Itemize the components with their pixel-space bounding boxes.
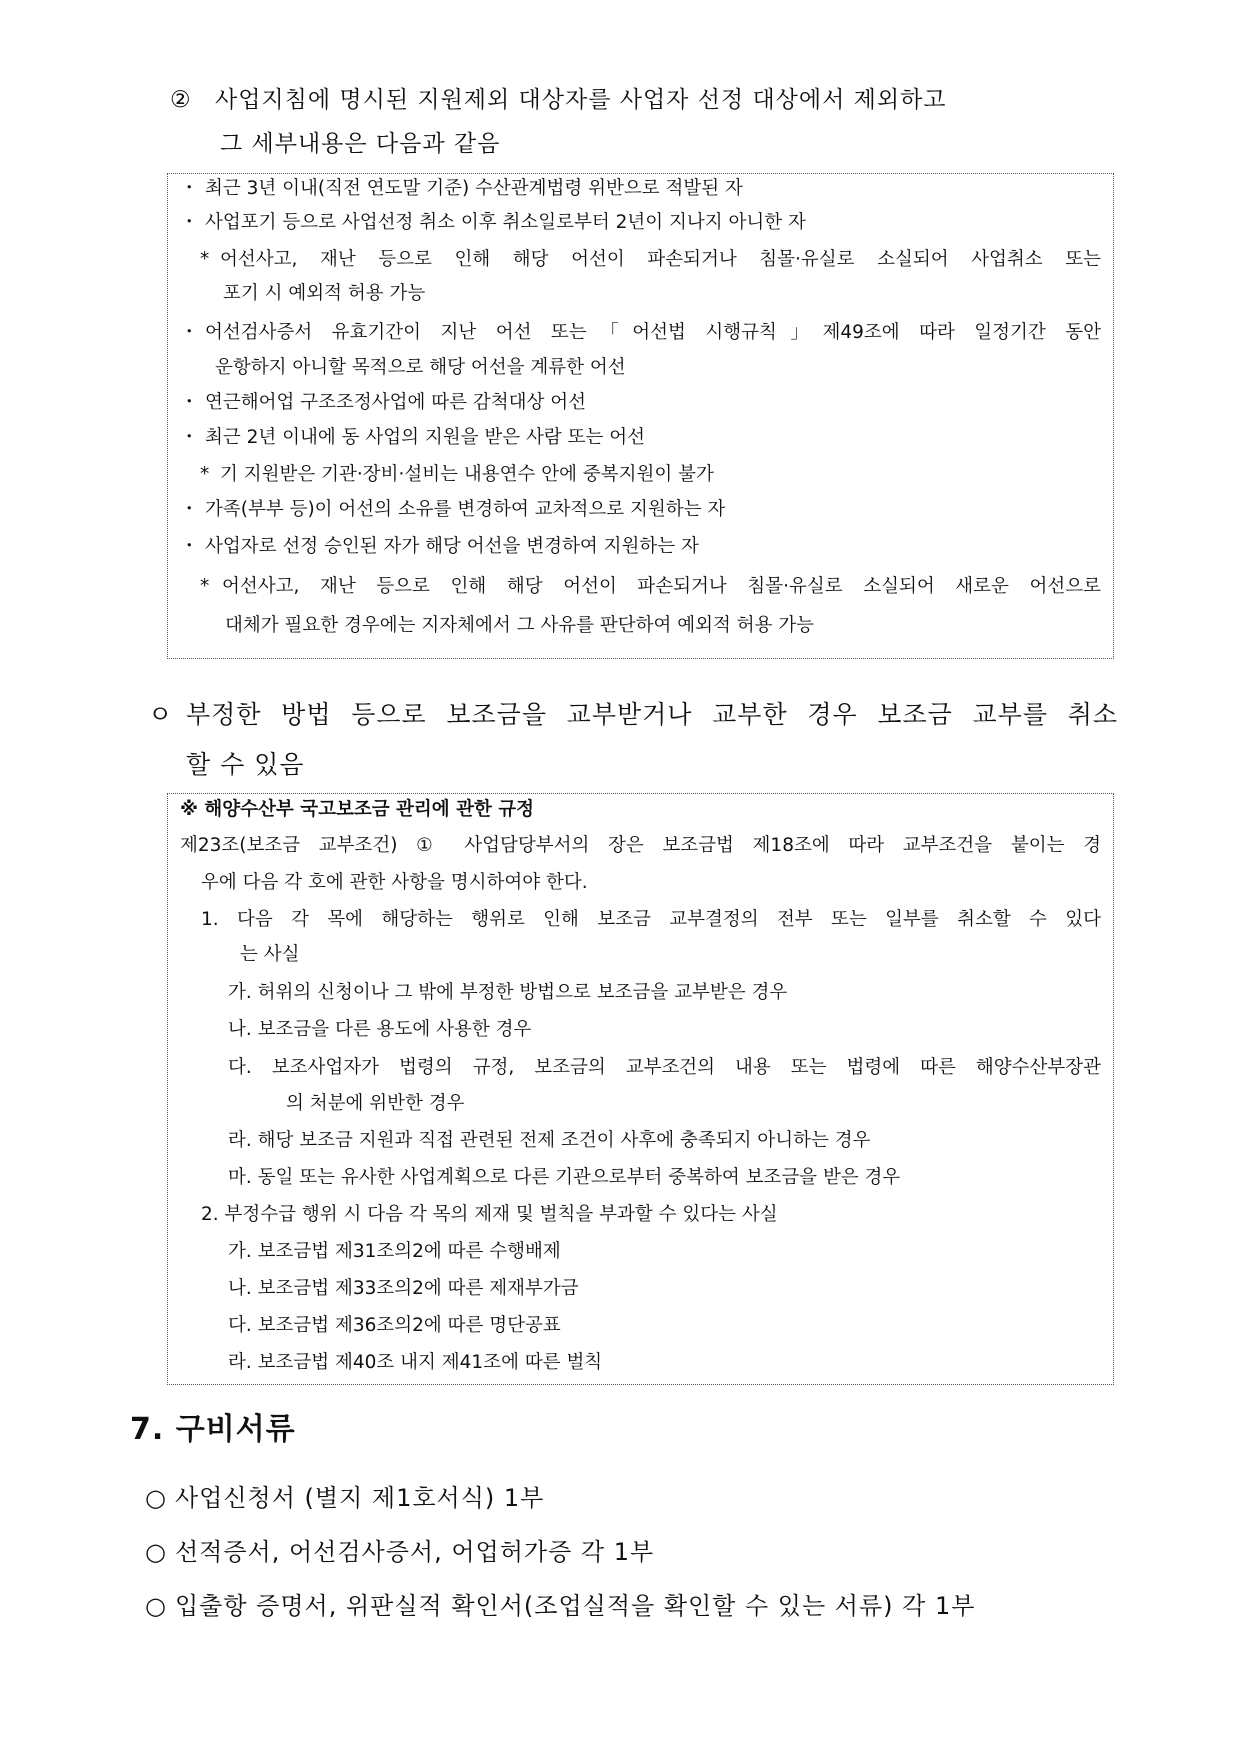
regulation-line: 라. 해당 보조금 지원과 직접 관련된 전제 조건이 사후에 충족되지 아니하는 경우 [228, 1130, 871, 1151]
regulation-line: 나. 보조금을 다른 용도에 사용한 경우 [228, 1019, 532, 1040]
circle-bullet-icon: ㅇ [148, 700, 174, 729]
regulation-line: 마. 동일 또는 유사한 사업계획으로 다른 기관으로부터 중복하여 보조금을 받은 경우 [228, 1167, 901, 1188]
regulation-line: 가. 보조금법 제31조의2에 따른 수행배제 [228, 1241, 561, 1262]
required-document: 입출항 증명서, 위판실적 확인서(조업실적을 확인할 수 있는 서류) 각 1부 [175, 1592, 976, 1620]
regulation-title: ※ 해양수산부 국고보조금 관리에 관한 규정 [180, 799, 534, 820]
list-item [145, 1478, 544, 1518]
exclusion-criteria-box: ・ 최근 3년 이내(직전 연도말 기준) 수산관계법령 위반으로 적발된 자 ・ 사업포기 등으로 사업선정 취소 이후 취소일로부터 2년이 지나지 아니한 자 * 어선사고, 재난 등으로 인해 해당 어선이 파손되거나 침몰·유실로 소실되어 사업취소 또는 포기 시 예외적 허용 가능 ・ 어선검사증서 유효기간이 지난 어선 또는「어선법 시행규칙」제49조에 따라 일정기간 동안 운항하지 아니할 목적으로 해당 어선을 계류한 어선 ・ 연근해어업 구조조정사업에 따른 감척대상 어선 ・ 최근 2년 이내에 동 사업의 지원을 받은 사람 또는 어선 * 기 지원받은 기관·장비·설비는 내용연수 안에 중복지원이 불가 ・ 가족(부부 등)이 어선의 소유를 변경하여 교차적으로 지원하는 자 ・ 사업자로 선정 승인된 자가 해당 어선을 변경하여 지원하는 자 * 어선사고, 재난 등으로 인해 해당 어선이 파손되거나 침몰·유실로 소실되어 새로운 어선으로 대체가 필요한 경우에는 지자체에서 그 사유를 판단하여 예외적 허용 가능 [167, 173, 1114, 659]
paragraph-line-1: 부정한 방법 등으로 보조금을 교부받거나 교부한 경우 보조금 교부를 취소 [186, 700, 1118, 729]
section-heading: 7. 구비서류 [130, 1412, 296, 1447]
circled-number-2: ② [170, 87, 192, 113]
circle-bullet-icon: ○ [145, 1592, 167, 1620]
regulation-line: 제23조(보조금 교부조건) ① 사업담당부서의 장은 보조금법 제18조에 따라 교부조건을 붙이는 경 [180, 835, 1101, 856]
regulation-line: 라. 보조금법 제40조 내지 제41조에 따른 벌칙 [228, 1352, 603, 1373]
regulation-line: 나. 보조금법 제33조의2에 따른 제재부가금 [228, 1278, 579, 1299]
regulation-line: 다. 보조금법 제36조의2에 따른 명단공표 [228, 1315, 561, 1336]
regulation-line: 가. 허위의 신청이나 그 밖에 부정한 방법으로 보조금을 교부받은 경우 [228, 982, 788, 1003]
paragraph-line-2: 그 세부내용은 다음과 같음 [220, 131, 501, 157]
circle-bullet-icon: ○ [145, 1538, 167, 1566]
regulation-line: 1. 다음 각 목에 해당하는 행위로 인해 보조금 교부결정의 전부 또는 일부를 취소할 수 있다 [201, 909, 1101, 930]
circle-bullet-icon: ○ [145, 1484, 167, 1512]
regulation-line: 다. 보조사업자가 법령의 규정, 보조금의 교부조건의 내용 또는 법령에 따른 해양수산부장관 [228, 1057, 1101, 1078]
regulation-quote-box [167, 793, 1114, 1385]
list-item [145, 1532, 654, 1572]
required-document: 선적증서, 어선검사증서, 어업허가증 각 1부 [175, 1538, 655, 1566]
regulation-line: 2. 부정수급 행위 시 다음 각 목의 제재 및 벌칙을 부과할 수 있다는 사실 [201, 1204, 778, 1225]
paragraph-line-1: 사업지침에 명시된 지원제외 대상자를 사업자 선정 대상에서 제외하고 [215, 87, 947, 113]
required-document: 사업신청서 (별지 제1호서식) 1부 [175, 1484, 545, 1512]
paragraph-line-2: 할 수 있음 [186, 750, 305, 779]
list-item [145, 1586, 975, 1626]
regulation-line: 는 사실 [240, 944, 300, 965]
regulation-line: 의 처분에 위반한 경우 [286, 1093, 465, 1114]
regulation-line: 우에 다음 각 호에 관한 사항을 명시하여야 한다. [201, 872, 588, 893]
